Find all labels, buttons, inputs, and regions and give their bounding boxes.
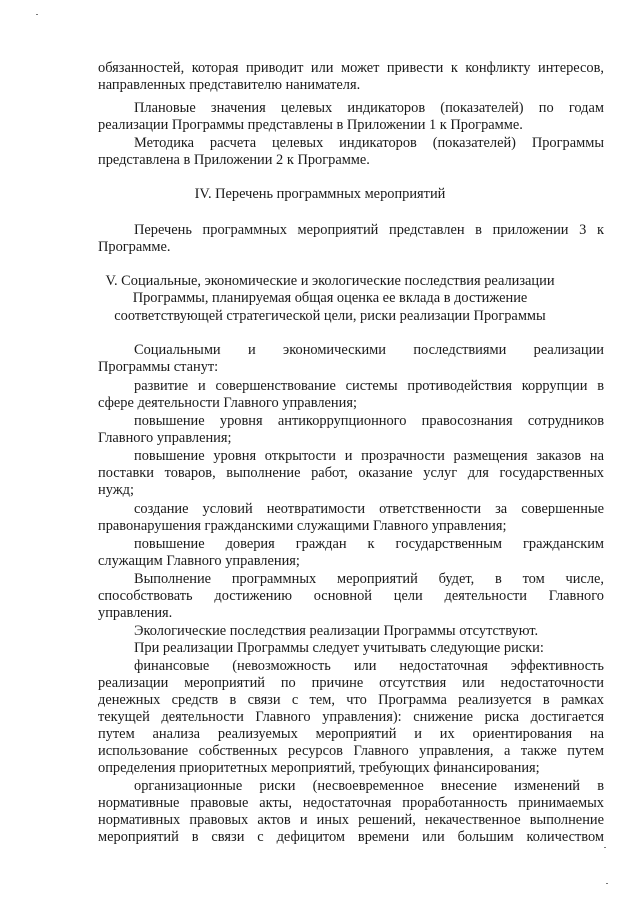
list-item-line: поставки товаров, выполнение работ, оказание услуг для государственных (98, 465, 604, 481)
risk-item-line: мероприятий в связи с дефицитом времени или большим количеством (98, 829, 604, 845)
list-item-line: повышение уровня открытости и прозрачности размещения заказов на (134, 448, 604, 464)
paragraph-line: Социальными и экономическими последствиями реализации (134, 342, 604, 358)
risk-item-line: денежных средств в связи с тем, что Программа реализуется в рамках (98, 692, 604, 708)
list-item-line: способствовать достижению основной цели деятельности Главного (98, 588, 604, 604)
paragraph-line: Методика расчета целевых индикаторов (показателей) Программы (134, 135, 604, 151)
paragraph-line: направленных представителю нанимателя. (98, 77, 361, 93)
scan-speck (604, 847, 606, 848)
section-heading: соответствующей стратегической цели, риски реализации Программы (114, 308, 546, 324)
paragraph-line: Перечень программных мероприятий представлен в приложении 3 к (134, 222, 604, 238)
paragraph-line: Плановые значения целевых индикаторов (показателей) по годам (134, 100, 604, 116)
list-item-line: Главного управления; (98, 430, 232, 446)
list-item-line: нужд; (98, 482, 134, 498)
list-item-line: управления. (98, 605, 173, 621)
paragraph-line: Экологические последствия реализации Программы отсутствуют. (134, 623, 539, 639)
risk-item-line: реализации мероприятий по причине отсутствия или недостаточности (98, 675, 604, 691)
list-item-line: развитие и совершенствование системы противодействия коррупции в (134, 378, 604, 394)
section-heading: IV. Перечень программных мероприятий (194, 186, 446, 202)
risk-item-line: финансовые (невозможность или недостаточная эффективность (134, 658, 604, 674)
list-item-line: Выполнение программных мероприятий будет, в том числе, (134, 571, 604, 587)
paragraph-line: Программы станут: (98, 359, 219, 375)
paragraph-line: реализации Программы представлены в Приложении 1 к Программе. (98, 117, 523, 133)
risk-item-line: нормативные правовые акты, недостаточная проработанность принимаемых (98, 795, 604, 811)
section-heading: Программы, планируемая общая оценка ее вклада в достижение (132, 290, 528, 306)
scan-speck (36, 14, 38, 15)
paragraph-line: представлена в Приложении 2 к Программе. (98, 152, 370, 168)
list-item-line: повышение доверия граждан к государственным гражданским (134, 536, 604, 552)
list-item-line: служащим Главного управления; (98, 553, 300, 569)
list-item-line: создание условий неотвратимости ответственности за совершенные (134, 501, 604, 517)
risk-item-line: использование собственных ресурсов Главного управления, а также путем (98, 743, 604, 759)
list-item-line: повышение уровня антикоррупционного правосознания сотрудников (134, 413, 604, 429)
risk-item-line: определения приоритетных мероприятий, требующих финансирования; (98, 760, 540, 776)
paragraph-line: Программе. (98, 239, 171, 255)
risk-item-line: путем анализа реализуемых мероприятий и их ориентирования на (98, 726, 604, 742)
list-item-line: правонарушения гражданскими служащими Главного управления; (98, 518, 507, 534)
risk-item-line: нормативных правовых актов и иных решений, некачественное выполнение (98, 812, 604, 828)
paragraph-line: обязанностей, которая приводит или может привести к конфликту интересов, (98, 60, 604, 76)
paragraph-line: При реализации Программы следует учитывать следующие риски: (134, 640, 544, 656)
risk-item-line: организационные риски (несвоевременное внесение изменений в (134, 778, 604, 794)
scan-speck (606, 883, 608, 884)
list-item-line: сфере деятельности Главного управления; (98, 395, 357, 411)
section-heading: V. Социальные, экономические и экологические последствия реализации (105, 273, 555, 289)
risk-item-line: текущей деятельности Главного управления): снижение риска достигается (98, 709, 604, 725)
